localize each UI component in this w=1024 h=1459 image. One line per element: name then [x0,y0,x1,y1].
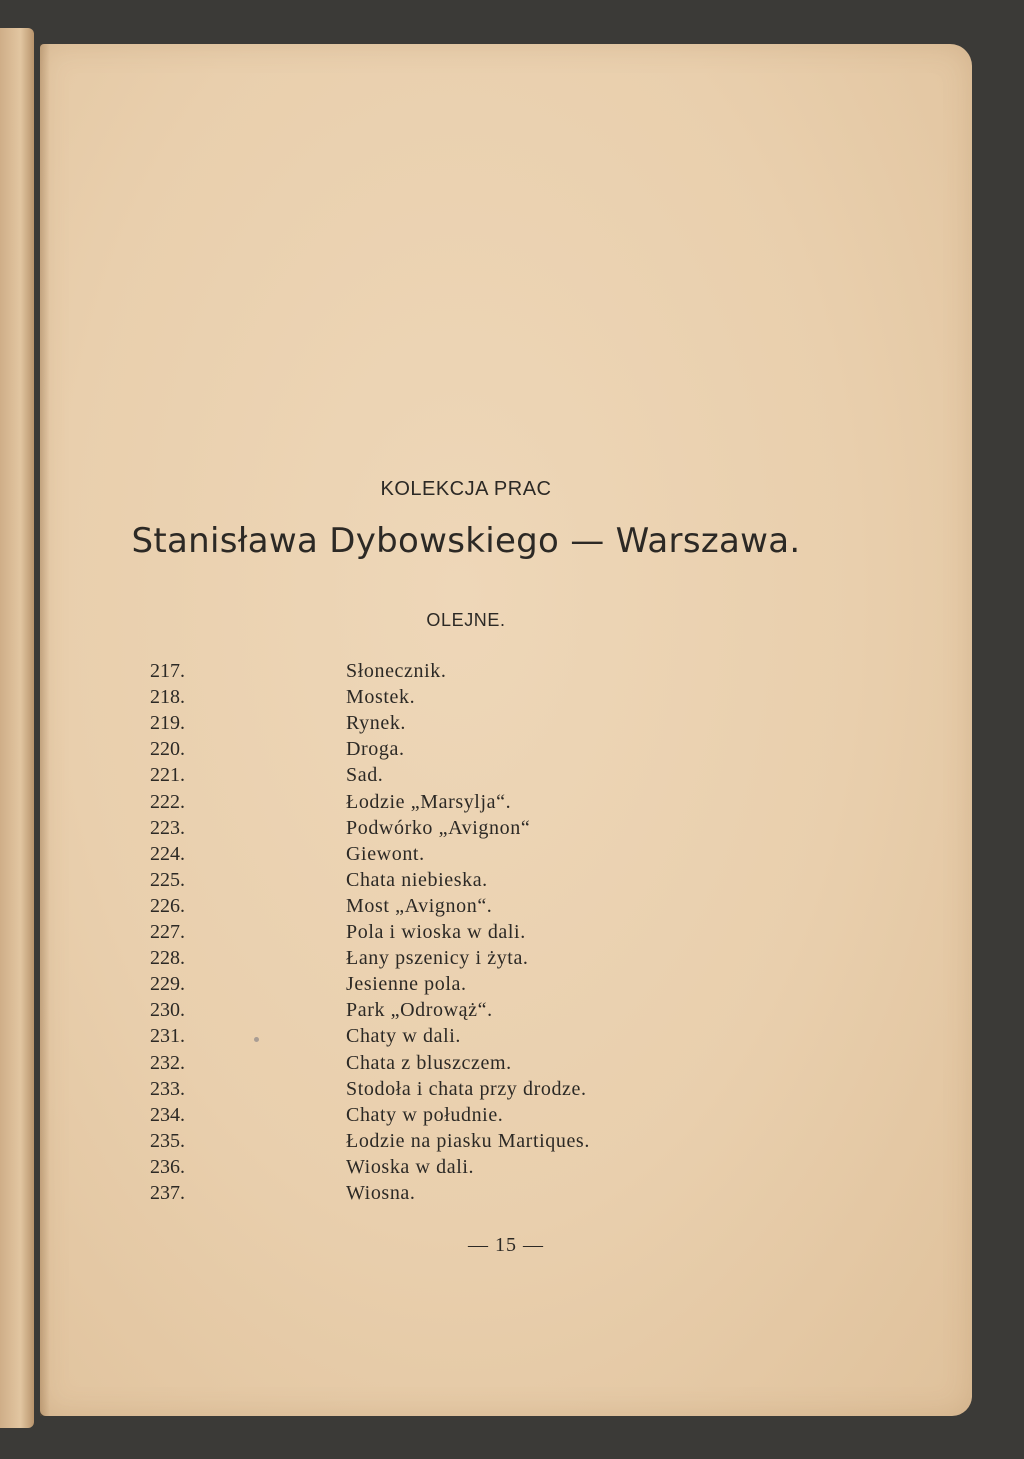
catalogue-number: 226. [150,894,185,917]
page-number: — 15 — [468,1234,544,1256]
page-title: Stanisława Dybowskiego — Warszawa. [131,521,801,561]
painting-title: Chaty w dali. [346,1025,462,1048]
painting-title: Park „Odrowąż“. [346,999,493,1022]
list-item [40,973,972,999]
list-item [40,999,972,1025]
collection-heading: KOLEKCJA PRAC [380,478,552,500]
painting-title: Chaty w południe. [346,1103,504,1126]
list-item [40,1130,972,1156]
painting-title: Pola i wioska w dali. [346,921,526,943]
painting-title: Jesienne pola. [346,973,467,996]
facing-page-edge [0,28,34,1428]
catalogue-number: 228. [150,947,185,970]
list-item [40,764,972,790]
list-item [40,1156,972,1182]
painting-title: Mostek. [346,686,416,709]
painting-title: Giewont. [346,842,425,865]
painting-title: Rynek. [346,712,407,735]
painting-title: Łodzie „Marsylja“. [346,790,512,813]
catalogue-number: 217. [150,660,185,682]
catalogue-number: 237. [150,1182,185,1204]
list-item [40,712,972,738]
painting-title: Sad. [346,764,384,787]
catalogue-number: 225. [150,868,185,891]
catalogue-number: 220. [150,738,185,761]
list-item [40,1052,972,1078]
list-item [40,738,972,764]
catalogue-number: 219. [150,712,185,735]
painting-title: Droga. [346,738,405,761]
list-item [40,817,972,843]
catalogue-number: 232. [150,1051,185,1074]
paper-speck [254,1037,259,1042]
painting-title: Chata z bluszczem. [346,1051,512,1074]
catalogue-number: 230. [150,999,185,1022]
catalogue-number: 223. [150,816,185,839]
catalogue-number: 224. [150,842,185,865]
list-item [40,869,972,895]
catalogue-number: 236. [150,1155,185,1178]
painting-title: Podwórko „Avignon“ [346,816,531,839]
section-heading: OLEJNE. [426,610,506,630]
book-page [40,44,972,1416]
list-item [40,686,972,712]
catalogue-number: 229. [150,973,185,996]
list-item [40,921,972,947]
list-item [40,660,972,686]
list-item [40,895,972,921]
list-item [40,947,972,973]
catalogue-number: 227. [150,921,185,943]
catalogue-number: 231. [150,1025,185,1048]
catalogue-number: 234. [150,1103,185,1126]
painting-title: Łany pszenicy i żyta. [346,947,529,970]
painting-title: Łodzie na piasku Martiques. [346,1129,590,1152]
catalogue-number: 222. [150,790,185,813]
catalogue-number: 235. [150,1129,185,1152]
list-item [40,1182,972,1208]
painting-title: Wioska w dali. [346,1155,475,1178]
catalogue-number: 218. [150,686,185,709]
catalogue-number: 221. [150,764,185,787]
list-item [40,843,972,869]
painting-title: Most „Avignon“. [346,894,493,917]
list-item [40,1104,972,1130]
list-item [40,791,972,817]
painting-title: Słonecznik. [346,660,447,682]
list-item [40,1025,972,1051]
painting-title: Chata niebieska. [346,868,488,891]
catalogue-number: 233. [150,1077,185,1100]
painting-title: Stodoła i chata przy drodze. [346,1077,587,1100]
painting-title: Wiosna. [346,1182,416,1204]
list-item [40,1078,972,1104]
